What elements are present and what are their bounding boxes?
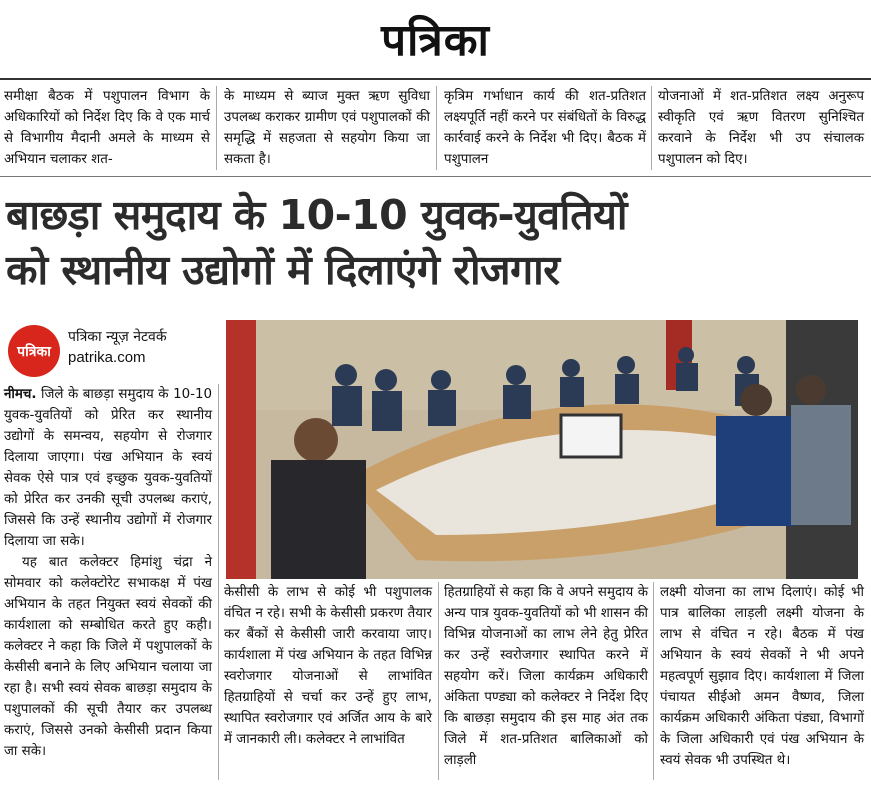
column-divider xyxy=(653,582,654,780)
meeting-photo xyxy=(226,320,858,579)
newspaper-title: पत्रिका xyxy=(381,15,490,66)
masthead-rule xyxy=(0,78,871,80)
patrika-logo: पत्रिका xyxy=(8,325,60,377)
headline-line-1: बाछड़ा समुदाय के 10-10 युवक-युवतियों xyxy=(6,191,627,239)
column-divider xyxy=(651,86,652,170)
article-column-3: हितग्राहियों से कहा कि वे अपने समुदाय के अन्य पात्र युवक-युवतियों को भी शासन की विभिन्न योजनाओं का लाभ लेने हेतु प्रेरित कर उन्हें स्वरोजगार स्थापित करने में सहयोग करें। जिला कार्यक्रम अधिकारी अंकिता पण्ड्या को कलेक्टर ने निर्देश दिए कि बाछड़ा समुदाय की इस माह अंत तक जिले में शत-प्रतिशत बालिकाओं को लाड़ली xyxy=(444,585,648,768)
article-paragraph: यह बात कलेक्टर हिमांशु चंद्रा ने सोमवार को कलेक्टोरेट सभाकक्ष में पंख अभियान के तहत नियुक्त स्वयं सेवकों की कार्यशाला को सम्बोधित करते हुए कही। कलेक्टर ने कहा कि जिले में पशुपालकों के केसीसी बनाने के लिए अभियान चलाया जा रहा है। सभी स्वयं सेवक बाछड़ा समुदाय के पशुपालकों की सूची तैयार कर उपलब्ध कराएं, जिससे उनको केसीसी प्रदान किया जा सके। xyxy=(4,555,212,759)
byline-site: patrika.com xyxy=(68,349,146,366)
article-column-4: लक्ष्मी योजना का लाभ दिलाएं। कोई भी पात्र बालिका लाड़ली लक्ष्मी योजना के लाभ से वंचित न रहे। बैठक में पंख अभियान के स्वयं सेवकों ने भी अपने महत्वपूर्ण सुझाव दिए। कार्यशाला में जिला पंचायत सीईओ अमन वैष्णव, जिला कार्यक्रम अधिकारी अंकिता पंड्या, विभागों के जिला अधिकारी एवं पंख अभियान के स्वयं सेवक भी उपस्थित थे। xyxy=(660,585,864,768)
top-column-2: के माध्यम से ब्याज मुक्त ऋण सुविधा उपलब्ध कराकर ग्रामीण एवं पशुपालकों की समृद्धि में सहजता से सहयोग किया जा सकता है। xyxy=(224,89,430,167)
column-divider xyxy=(218,384,219,780)
column-divider xyxy=(216,86,217,170)
section-rule xyxy=(0,176,871,177)
byline-name: पत्रिका न्यूज़ नेटवर्क xyxy=(68,329,167,345)
masthead xyxy=(0,0,871,78)
column-divider xyxy=(438,582,439,780)
article-paragraph: जिले के बाछड़ा समुदाय के 10-10 युवक-युवतियों को प्रेरित कर स्थानीय उद्योगों के समन्वय, सहयोग से रोजगार दिलाया जाएगा। पंख अभियान के स्वयं सेवक ऐसे पात्र एवं इच्छुक युवक-युवतियों को प्रेरित कर उनकी सूची उपलब्ध कराएं, जिससे कि उन्हें स्थानीय उद्योगों में रोजगार दिलाया जा सके। xyxy=(4,387,212,549)
article-column-1 xyxy=(4,384,212,762)
headline xyxy=(6,188,866,298)
top-column-1: समीक्षा बैठक में पशुपालन विभाग के अधिकारियों को निर्देश दिए कि वे एक मार्च से विभागीय मैदानी अमले के माध्यम से अभियान चलाकर शत- xyxy=(4,89,210,167)
meeting-photo-illustration xyxy=(226,320,858,579)
top-column-3: कृत्रिम गर्भाधान कार्य की शत-प्रतिशत लक्ष्यपूर्ति नहीं करने पर संबंधितों के विरुद्ध कार्रवाई करने के निर्देश भी दिए। बैठक में पशुपालन xyxy=(444,89,646,167)
article-column-2: केसीसी के लाभ से कोई भी पशुपालक वंचित न रहे। सभी के केसीसी प्रकरण तैयार कर बैंकों से केसीसी जारी करवाया जाए। कार्यशाला में पंख अभियान के तहत विभिन्न स्वरोजगार योजनाओं से लाभांवित हितग्राहियों से चर्चा कर उन्हें हुए लाभ, स्थापित स्वरोजगार एवं अर्जित आय के बारे में जानकारी ली। कलेक्टर ने लाभांवित xyxy=(224,585,432,747)
column-divider xyxy=(436,86,437,170)
headline-line-2: को स्थानीय उद्योगों में दिलाएंगे रोजगार xyxy=(6,246,560,294)
dateline: नीमच. xyxy=(4,387,37,402)
top-column-4: योजनाओं में शत-प्रतिशत लक्ष्य अनुरूप स्वीकृति एवं ऋण वितरण सुनिश्चित करवाने के निर्देश भी उप संचालक पशुपालन को दिए। xyxy=(658,89,864,167)
